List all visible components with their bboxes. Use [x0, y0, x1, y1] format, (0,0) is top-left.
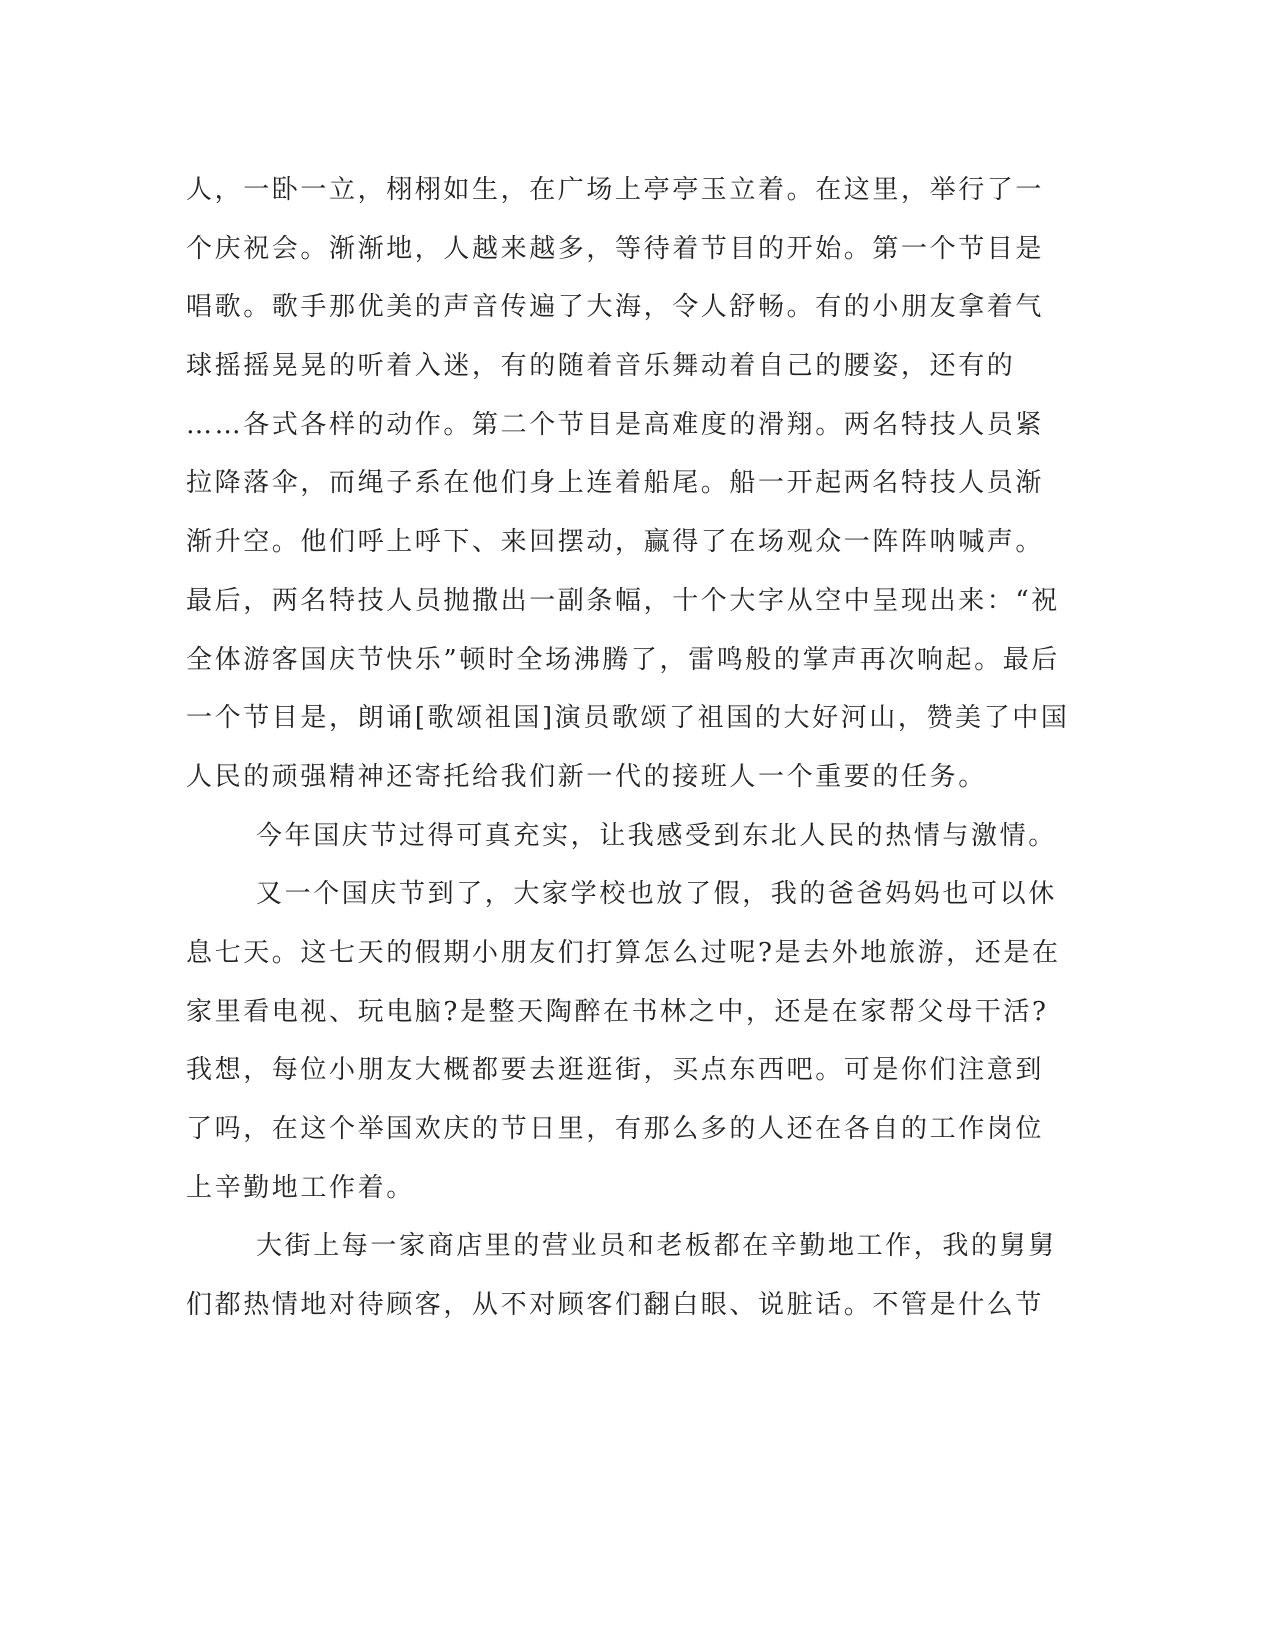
- text-line: 全体游客国庆节快乐”顿时全场沸腾了，雷鸣般的掌声再次响起。最后: [186, 644, 1060, 675]
- paragraph-first-line: 大街上每一家商店里的营业员和老板都在辛勤地工作，我的舅舅: [256, 1231, 1057, 1262]
- text-line: 家里看电视、玩电脑?是整天陶醉在书林之中，还是在家帮父母干活?: [186, 996, 1049, 1027]
- text-line: 拉降落伞，而绳子系在他们身上连着船尾。船一开起两名特技人员渐: [186, 468, 1045, 499]
- document-body: [186, 161, 1070, 1335]
- text-line: 人民的顽强精神还寄托给我们新一代的接班人一个重要的任务。: [186, 761, 987, 792]
- text-line: 了吗，在这个举国欢庆的节日里，有那么多的人还在各自的工作岗位: [186, 1114, 1045, 1144]
- text-line: 上辛勤地工作着。: [186, 1172, 415, 1203]
- text-line: ……各式各样的动作。第二个节目是高难度的滑翔。两名特技人员紧: [186, 409, 1045, 440]
- text-line: 息七天。这七天的假期小朋友们打算怎么过呢?是去外地旅游，还是在: [186, 937, 1061, 968]
- text-line: 个庆祝会。渐渐地，人越来越多，等待着节目的开始。第一个节目是: [186, 233, 1045, 264]
- text-line: 一个节目是，朗诵[歌颂祖国]演员歌颂了祖国的大好河山，赞美了中国: [186, 703, 1070, 734]
- text-line: 球摇摇晃晃的听着入迷，有的随着音乐舞动着自己的腰姿，还有的: [186, 351, 1016, 382]
- paragraph-first-line: 又一个国庆节到了，大家学校也放了假，我的爸爸妈妈也可以休: [256, 879, 1057, 910]
- text-line: 唱歌。歌手那优美的声音传遍了大海，令人舒畅。有的小朋友拿着气: [186, 292, 1045, 323]
- text-line: 我想，每位小朋友大概都要去逛逛街，买点东西吧。可是你们注意到: [186, 1055, 1045, 1086]
- text-line: 人，一卧一立，栩栩如生，在广场上亭亭玉立着。在这里，举行了一: [186, 175, 1045, 205]
- text-line: 们都热情地对待顾客，从不对顾客们翻白眼、说脏话。不管是什么节: [186, 1290, 1045, 1321]
- paragraph-first-line: 今年国庆节过得可真充实，让我感受到东北人民的热情与激情。: [256, 820, 1057, 851]
- text-line: 最后，两名特技人员抛撒出一副条幅，十个大字从空中呈现出来：“祝: [186, 585, 1060, 616]
- text-line: 渐升空。他们呼上呼下、来回摆动，赢得了在场观众一阵阵呐喊声。: [186, 527, 1045, 558]
